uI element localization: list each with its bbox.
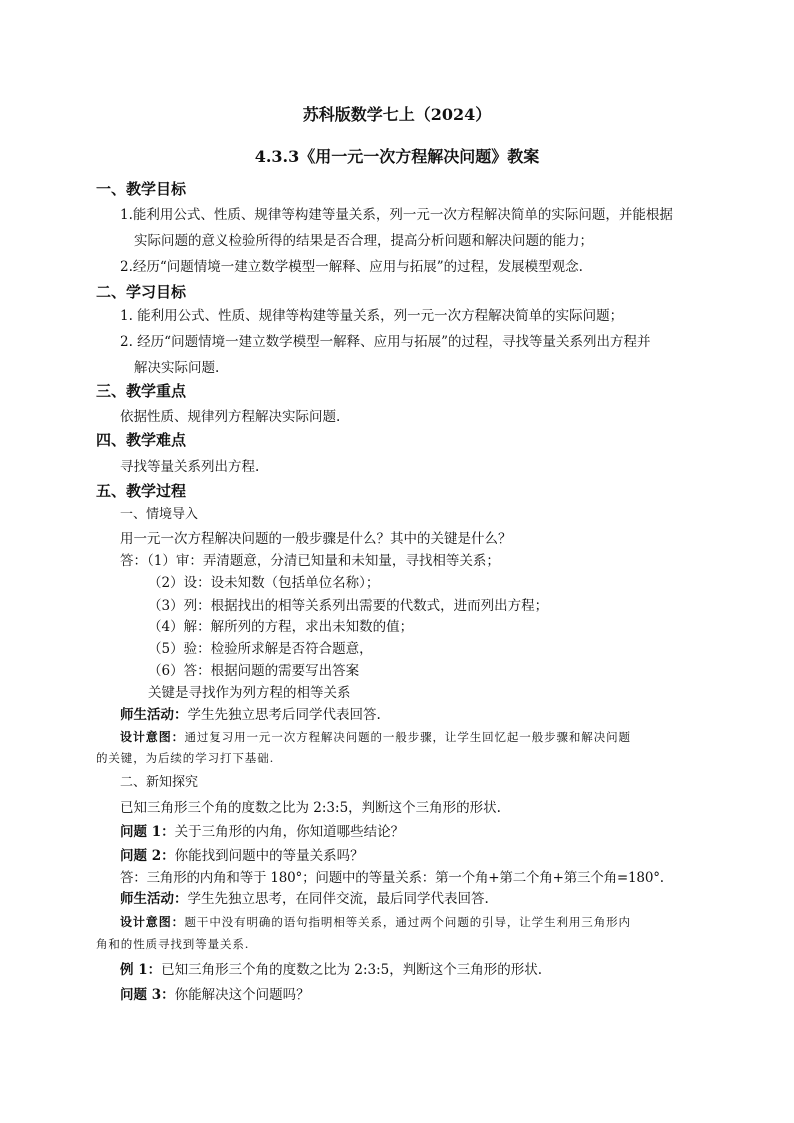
question-2-text: 你能找到问题中的等量关系吗？ (174, 848, 364, 864)
design-intent-2 (120, 912, 631, 932)
question-3-label: 问题 3： (120, 987, 175, 1003)
answer-step-1 (120, 551, 500, 571)
teaching-goal-2: 2.经历“问题情境一建立数学模型一解释、应用与拓展”的过程，发展模型观念. (120, 259, 583, 275)
design-intent-1 (120, 727, 631, 747)
question-2-label: 问题 2： (120, 848, 175, 864)
section-heading-process: 五、教学过程 (96, 482, 187, 500)
subsection-heading-intro: 一、情境导入 (120, 507, 199, 522)
answer-step-2: （2）设：设未知数（包括单位名称）； (148, 575, 380, 591)
question-3-text: 你能解决这个问题吗？ (174, 987, 310, 1003)
answer-key: 关键是寻找作为列方程的相等关系 (148, 685, 351, 701)
section-heading-teaching-goals: 一、教学目标 (96, 180, 187, 198)
question-3 (120, 985, 310, 1005)
design-intent-1-cont: 的关键，为后续的学习打下基础. (96, 751, 275, 765)
answer-step-1-text: （1）审：弄清题意，分清已知量和未知量，寻找相等关系； (147, 553, 500, 569)
learning-goal-2: 2. 经历“问题情境一建立数学模型一解释、应用与拓展”的过程，寻找等量关系列出方程并 (120, 334, 651, 350)
design-intent-2-cont: 角和的性质寻找到等量关系. (96, 937, 250, 951)
example-1 (120, 960, 542, 980)
section-heading-learning-goals: 二、学习目标 (96, 283, 187, 301)
activity-label: 师生活动： (120, 891, 188, 907)
activity-text: 学生先独立思考，在同伴交流，最后同学代表回答. (187, 891, 489, 907)
lesson-title: 4.3.3《用一元一次方程解决问题》教案 (254, 147, 540, 166)
answer-lead: 答： (120, 553, 147, 569)
design-intent-text: 题干中没有明确的语句指明相等关系，通过两个问题的引导，让学生利用三角形内 (184, 915, 631, 929)
question-1-label: 问题 1： (120, 824, 175, 840)
intro-question: 用一元一次方程解决问题的一般步骤是什么？其中的关键是什么？ (120, 531, 512, 547)
question-1-text: 关于三角形的内角，你知道哪些结论？ (174, 824, 405, 840)
learning-goal-1: 1. 能利用公式、性质、规律等构建等量关系，列一元一次方程解决简单的实际问题； (120, 308, 624, 324)
design-intent-label: 设计意图： (120, 915, 185, 929)
example-1-label: 例 1： (120, 962, 162, 978)
answer-explore: 答：三角形的内角和等于 180°；问题中的等量关系：第一个角+第二个角+第三个角=180°. (120, 870, 664, 886)
answer-step-5: （5）验：检验所求解是否符合题意， (148, 641, 373, 657)
section-heading-key-points: 三、教学重点 (96, 382, 187, 400)
document-title: 苏科版数学七上（2024） (302, 105, 492, 124)
teaching-goal-1-cont: 实际问题的意义检验所得的结果是否合理，提高分析问题和解决问题的能力； (134, 233, 593, 249)
key-point-text: 依据性质、规律列方程解决实际问题. (120, 409, 341, 425)
explore-intro: 已知三角形三个角的度数之比为 2:3:5，判断这个三角形的形状. (120, 800, 501, 816)
example-1-text: 已知三角形三个角的度数之比为 2:3:5，判断这个三角形的形状. (161, 962, 543, 978)
design-intent-text: 通过复习用一元一次方程解决问题的一般步骤，让学生回忆起一般步骤和解决问题 (184, 730, 631, 744)
design-intent-label: 设计意图： (120, 730, 185, 744)
activity-label: 师生活动： (120, 707, 188, 723)
question-1 (120, 822, 404, 842)
answer-step-4: （4）解：解所列的方程，求出未知数的值； (148, 619, 414, 635)
learning-goal-2-cont: 解决实际问题. (134, 360, 220, 376)
question-2 (120, 846, 364, 866)
teacher-student-activity-1 (120, 705, 381, 725)
answer-step-6: （6）答：根据问题的需要写出答案 (148, 663, 360, 679)
activity-text: 学生先独立思考后同学代表回答. (187, 707, 381, 723)
teacher-student-activity-2 (120, 889, 489, 909)
difficulty-text: 寻找等量关系列出方程. (120, 459, 260, 475)
teaching-goal-1: 1.能利用公式、性质、规律等构建等量关系，列一元一次方程解决简单的实际问题，并能根据 (120, 207, 673, 223)
section-heading-difficulties: 四、教学难点 (96, 431, 187, 449)
subsection-heading-explore: 二、新知探究 (120, 775, 199, 790)
answer-step-3: （3）列：根据找出的相等关系列出需要的代数式，进而列出方程； (148, 598, 549, 614)
